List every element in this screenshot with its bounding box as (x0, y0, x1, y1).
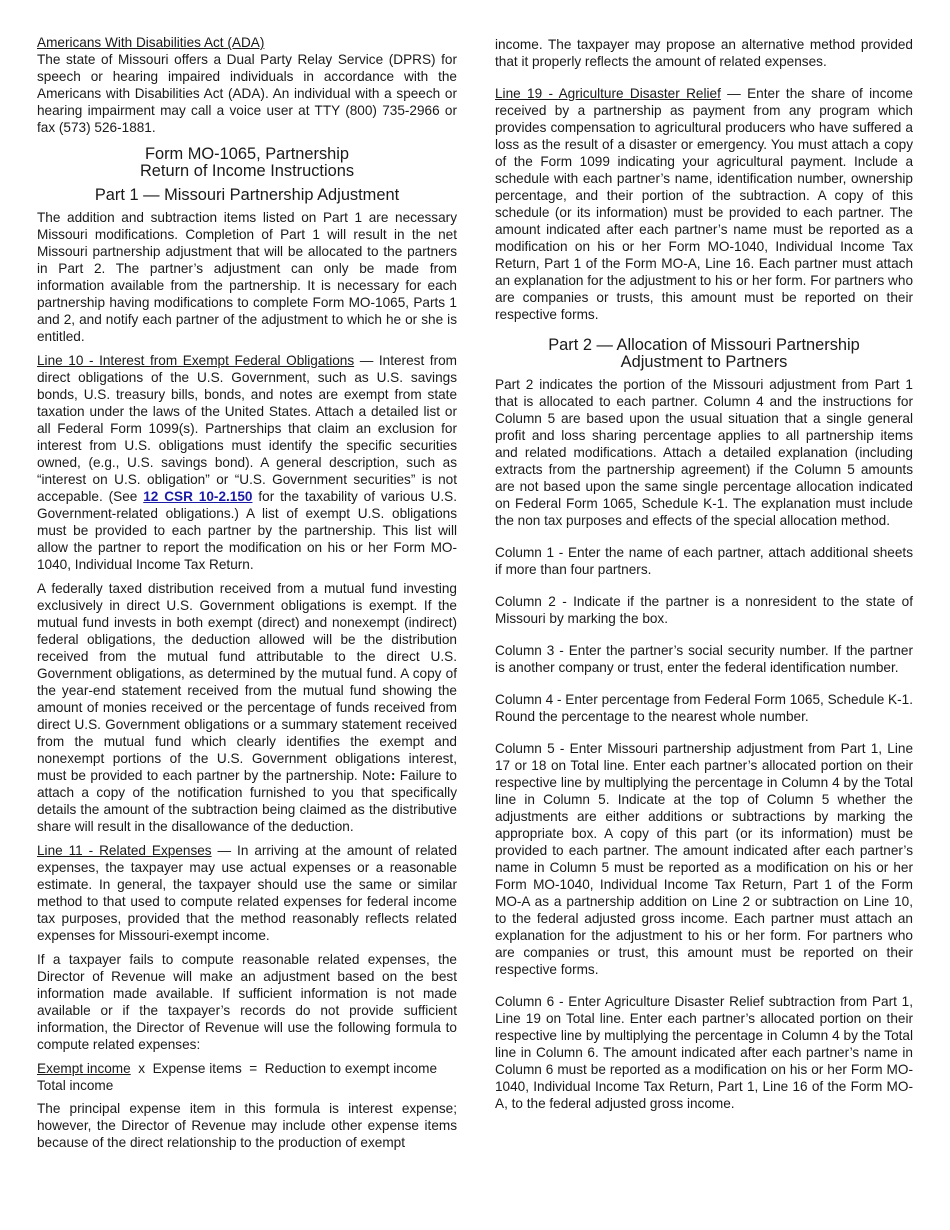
column3-paragraph: Column 3 - Enter the partner’s social security number. If the partner is another company or trust, enter the federal identification number. (495, 643, 913, 675)
line10-text-a: — Interest from direct obligations of the U.S. Government, such as U.S. savings bonds, U.S. treasury bills, bonds, and notes are exempt from state taxation under the laws of the United States. Attach a detailed list or all Federal Form 1099(s). Partnerships that claim an exclusion for interest from U.S. obligations must identify the specific securities owned, (e.g., U.S. savings bond). A general description, such as “interest on U.S. obligation” or “U.S. Government securities” is not accepable. (See (37, 353, 457, 504)
mutual-fund-text-a: A federally taxed distribution received from a mutual fund investing exclusively in direct U.S. Government obligations is exempt. If the mutual fund invests in both exempt (direct) and nonexempt (indirect) federal obligations, the deduction allowed will be the distribution received from the mutual fund attributable to the direct U.S. Government obligations, as determined by the mutual fund. A copy of the year-end statement received from the mutual fund showing the amount of monies received or the percentage of funds received from direct U.S. Government obligations or a summary statement received from the mutual fund which clearly identifies the exempt and nonexempt portions of the U.S. Government obligations interest, must be provided to each partner by the partnership. Note (37, 581, 457, 783)
form-title-line2: Return of Income Instructions (139, 162, 355, 180)
part2-heading-line2: Adjustment to Partners (620, 353, 788, 371)
part1-paragraph: The addition and subtraction items listed on Part 1 are necessary Missouri modifications. Completion of Part 1 will result in the net Missouri partnership adjustment that will be allocated to the partners in Part 2. The partner’s adjustment can only be made from information available from the partnership. It is necessary for each partnership having modifications to complete Form MO-1065, Parts 1 and 2, and notify each partner of the adjustment to which he or she is entitled. (37, 210, 457, 344)
part1-heading: Part 1 — Missouri Partnership Adjustment (94, 186, 400, 204)
column4-paragraph: Column 4 - Enter percentage from Federal Form 1065, Schedule K-1. Round the percentage to the nearest whole number. (495, 692, 913, 724)
principal-paragraph: The principal expense item in this formula is interest expense; however, the Director of Revenue may include other expense items because of the direct relationship to the production of exempt (37, 1101, 457, 1150)
ada-heading: Americans With Disabilities Act (ADA) (37, 35, 265, 50)
column6-paragraph: Column 6 - Enter Agriculture Disaster Relief subtraction from Part 1, Line 19 on Total line. Enter each partner’s allocated portion on their respective line by multiplying the percentage in Column 4 by the Total line in Column 6. The amount indicated after each partner’s name in Column 6 must be reported as a modification on his or her Form MO-1040, Individual Income Tax Return, Part 1, Line 16 of the Form MO-A, to the federal adjusted gross income. (495, 994, 913, 1111)
line10-text-b: for the taxability of various U.S. Government-related obligations.) A list of exempt U.S. obligations must be provided to each partner by the partnership. This list will allow the partner to report the modification on his or her Form MO-1040, Individual Income Tax Return. (37, 489, 457, 572)
formula-rest: x Expense items = Reduction to exempt income (130, 1061, 438, 1076)
mutual-fund-text-b: Failure to attach a copy of the notification furnished to you that specifically details the amount of the subtraction being claimed as the distributive share will result in the disallowance of the deduction. (37, 768, 457, 834)
line19-paragraph (495, 85, 913, 323)
part2-heading (495, 337, 913, 371)
column2-paragraph: Column 2 - Indicate if the partner is a nonresident to the state of Missouri by marking the box. (495, 594, 913, 626)
mutual-fund-paragraph (37, 580, 457, 835)
form-title-line1: Form MO-1065, Partnership (144, 145, 350, 163)
line11-paragraph (37, 842, 457, 944)
column5-paragraph: Column 5 - Enter Missouri partnership adjustment from Part 1, Line 17 or 18 on Total line. Enter each partner’s allocated portion on their respective line by multiplying the percentage in Column 4 by the Total line in Column 5. Indicate at the top of Column 5 whether the adjustments are either additions or subtractions by marking the appropriate box. A copy of this part (or its information) must be provided to each partner. The amount indicated after each partner’s name in Column 5 must be reported as a modification on his or her Form MO-1040, Individual Income Tax Return, Part 1 of the Form MO-A as a partnership addition on Line 2 or subtraction on Line 10, to the federal adjusted gross income. Each partner must attach an explanation for the adjustment to his or her form. For partners who are companies or trust, this amount must be reported on their respective forms. (495, 741, 913, 977)
line10-paragraph (37, 352, 457, 573)
formula-denominator: Total income (37, 1078, 114, 1093)
formula-top-line (37, 1060, 457, 1077)
right-column (495, 36, 913, 1112)
line10-label: Line 10 - Interest from Exempt Federal Obligations (37, 353, 355, 368)
left-column (37, 33, 457, 1151)
part2-paragraph: Part 2 indicates the portion of the Missouri adjustment from Part 1 that is allocated to each partner. Column 4 and the instructions for Column 5 are based upon the usual situation that a single general profit and loss sharing percentage applies to all partnership items and related modifications. Attach a detailed explanation (including extracts from the partnership agreement) if the Column 5 amounts are not based upon the same single percentage allocation indicated on Federal Form 1065, Schedule K-1. The explanation must include the non tax purposes and effects of the special allocation method. (495, 377, 913, 528)
column1-paragraph: Column 1 - Enter the name of each partner, attach additional sheets if more than four partners. (495, 545, 913, 577)
line11-label: Line 11 - Related Expenses (37, 843, 212, 858)
ada-paragraph: The state of Missouri offers a Dual Party Relay Service (DPRS) for speech or hearing impaired individuals in accordance with the Americans with Disabilities Act (ADA). An individual with a speech or hearing impairment may call a voice user at TTY (800) 735-2966 or fax (573) 526-1881. (37, 52, 457, 135)
line19-text: — Enter the share of income received by a partnership as payment from any program which provides compensation to agricultural producers who have suffered a loss as the result of a disaster or emergency. You must attach a copy of the Form 1099 indicating your agricultural payment. Include a schedule with each partner’s name, identification number, ownership percentage, and their portion of the subtraction. A copy of this schedule (or its information) must be provided to each partner. The amount indicated after each partner’s name must be reported as a modification on his or her Form MO-1040, Individual Income Tax Return, Part 1 of the Form MO-A, Line 16. Each partner must attach an explanation for the adjustment to his or her form. For partners who are companies or trusts, this amount must be reported on their respective forms. (495, 86, 913, 322)
line11-text: — In arriving at the amount of related expenses, the taxpayer may use actual expenses or a reasonable estimate. In general, the taxpayer should use the same or similar method to that used to compute related expenses for federal income tax purposes, provided that the method reasonably reflects related expenses for Missouri-exempt income. (37, 843, 458, 943)
form-title (37, 146, 457, 180)
director-paragraph: If a taxpayer fails to compute reasonable related expenses, the Director of Revenue will make an adjustment based on the best information made available. If sufficient information is not made available or if the taxpayer’s records do not provide sufficient information, the Director of Revenue will use the following formula to compute related expenses: (37, 952, 457, 1052)
formula-numerator: Exempt income (37, 1061, 131, 1076)
expense-formula (37, 1060, 457, 1094)
csr-link[interactable]: 12 CSR 10-2.150 (143, 489, 253, 504)
note-colon: : (390, 768, 396, 783)
continued-paragraph: income. The taxpayer may propose an alternative method provided that it properly reflects the amount of related expenses. (495, 37, 913, 69)
line19-label: Line 19 - Agriculture Disaster Relief (495, 86, 721, 101)
part2-heading-line1: Part 2 — Allocation of Missouri Partnership (548, 336, 860, 354)
